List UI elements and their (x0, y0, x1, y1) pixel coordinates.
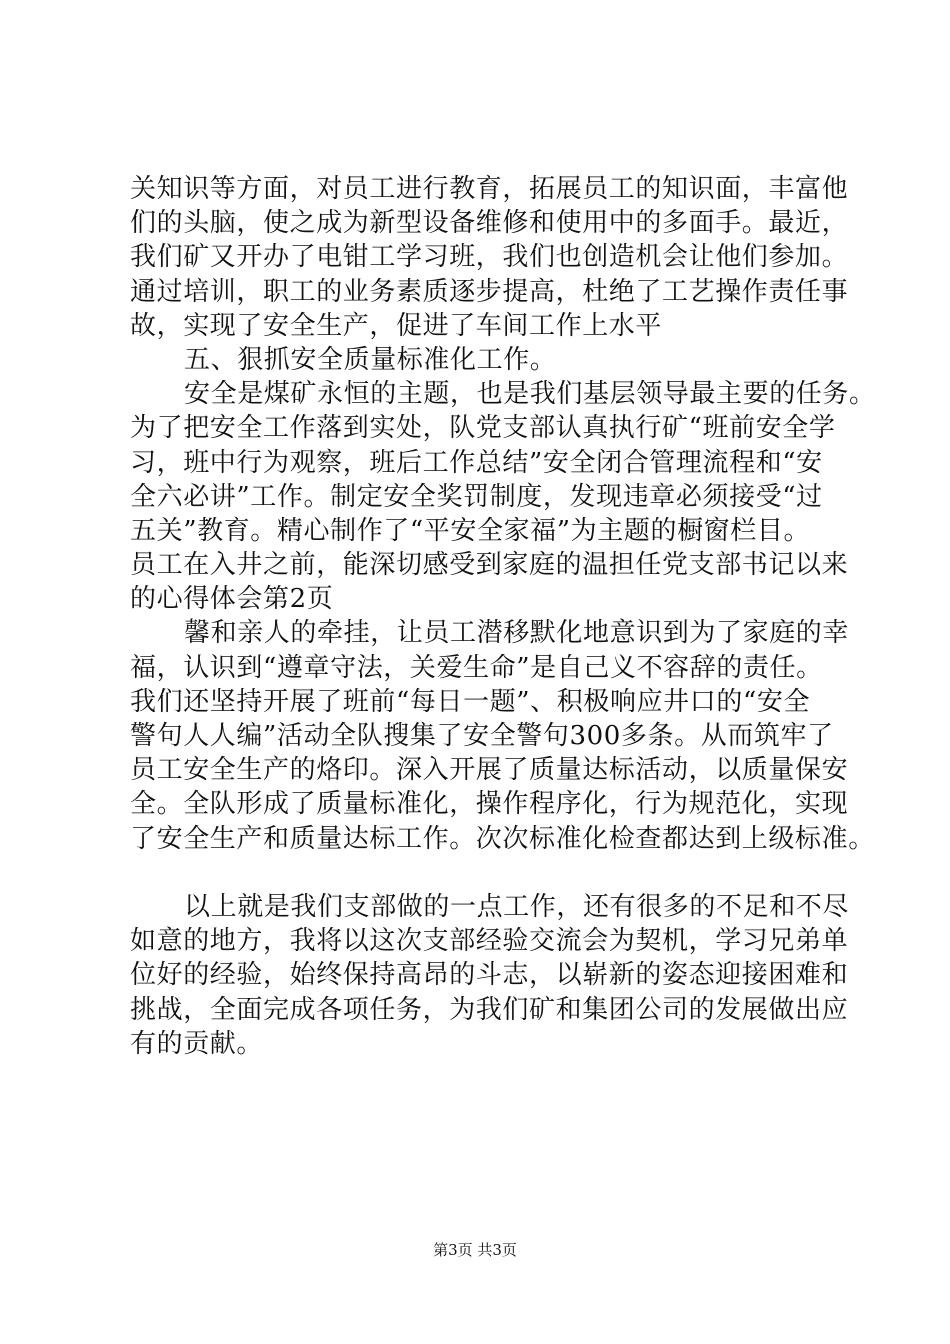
text-line: 警句人人编”活动全队搜集了安全警句300多条。从而筑牢了 (130, 721, 834, 751)
page-footer: 第3页 共3页 (433, 1241, 517, 1259)
text-line: 通过培训，职工的业务素质逐步提高，杜绝了工艺操作责任事 (130, 276, 849, 307)
text-line: 安全是煤矿永恒的主题，也是我们基层领导最主要的任务。 (184, 379, 876, 410)
text-line: 以上就是我们支部做的一点工作，还有很多的不足和不尽 (184, 891, 850, 922)
text-line: 全六必讲”工作。制定安全奖罚制度，发现违章必须接受“过 (130, 481, 823, 512)
body-text (130, 172, 876, 1061)
text-line: 了安全生产和质量达标工作。次次标准化检查都达到上级标准。 (130, 823, 875, 854)
text-line: 福，认识到“遵章守法，关爱生命”是自己义不容辞的责任。 (130, 652, 823, 683)
text-line: 习，班中行为观察，班后工作总结”安全闭合管理流程和“安 (130, 447, 823, 478)
text-line: 的心得体会第2页 (130, 584, 334, 615)
text-line: 我们矿又开办了电钳工学习班，我们也创造机会让他们参加。 (130, 242, 849, 273)
text-line: 馨和亲人的牵挂，让员工潜移默化地意识到为了家庭的幸 (184, 618, 850, 649)
text-line: 五关”教育。精心制作了“平安全家福”为主题的橱窗栏目。 (130, 515, 811, 546)
text-line: 员工安全生产的烙印。深入开展了质量达标活动，以质量保安 (130, 755, 849, 786)
section-heading: 五、狠抓安全质量标准化工作。 (184, 344, 557, 375)
text-line: 位好的经验，始终保持高昂的斗志，以崭新的姿态迎接困难和 (130, 960, 849, 991)
text-line: 有的贡献。 (130, 1028, 264, 1059)
text-line: 故，实现了安全生产，促进了车间工作上水平 (130, 310, 663, 341)
text-line: 挑战，全面完成各项任务，为我们矿和集团公司的发展做出应 (130, 994, 849, 1025)
text-line: 员工在入井之前，能深切感受到家庭的温担任党支部书记以来 (130, 550, 849, 581)
text-line: 们的头脑，使之成为新型设备维修和使用中的多面手。最近， (130, 208, 849, 239)
paragraph-gap (130, 856, 850, 890)
text-line: 全。全队形成了质量标准化，操作程序化，行为规范化，实现 (130, 789, 849, 820)
text-line: 如意的地方，我将以这次支部经验交流会为契机，学习兄弟单 (130, 926, 849, 957)
text-line: 关知识等方面，对员工进行教育，拓展员工的知识面，丰富他 (130, 174, 849, 204)
text-line: 为了把安全工作落到实处，队党支部认真执行矿“班前安全学 (130, 413, 836, 444)
text-line: 我们还坚持开展了班前“每日一题”、积极响应井口的“安全 (130, 686, 811, 717)
